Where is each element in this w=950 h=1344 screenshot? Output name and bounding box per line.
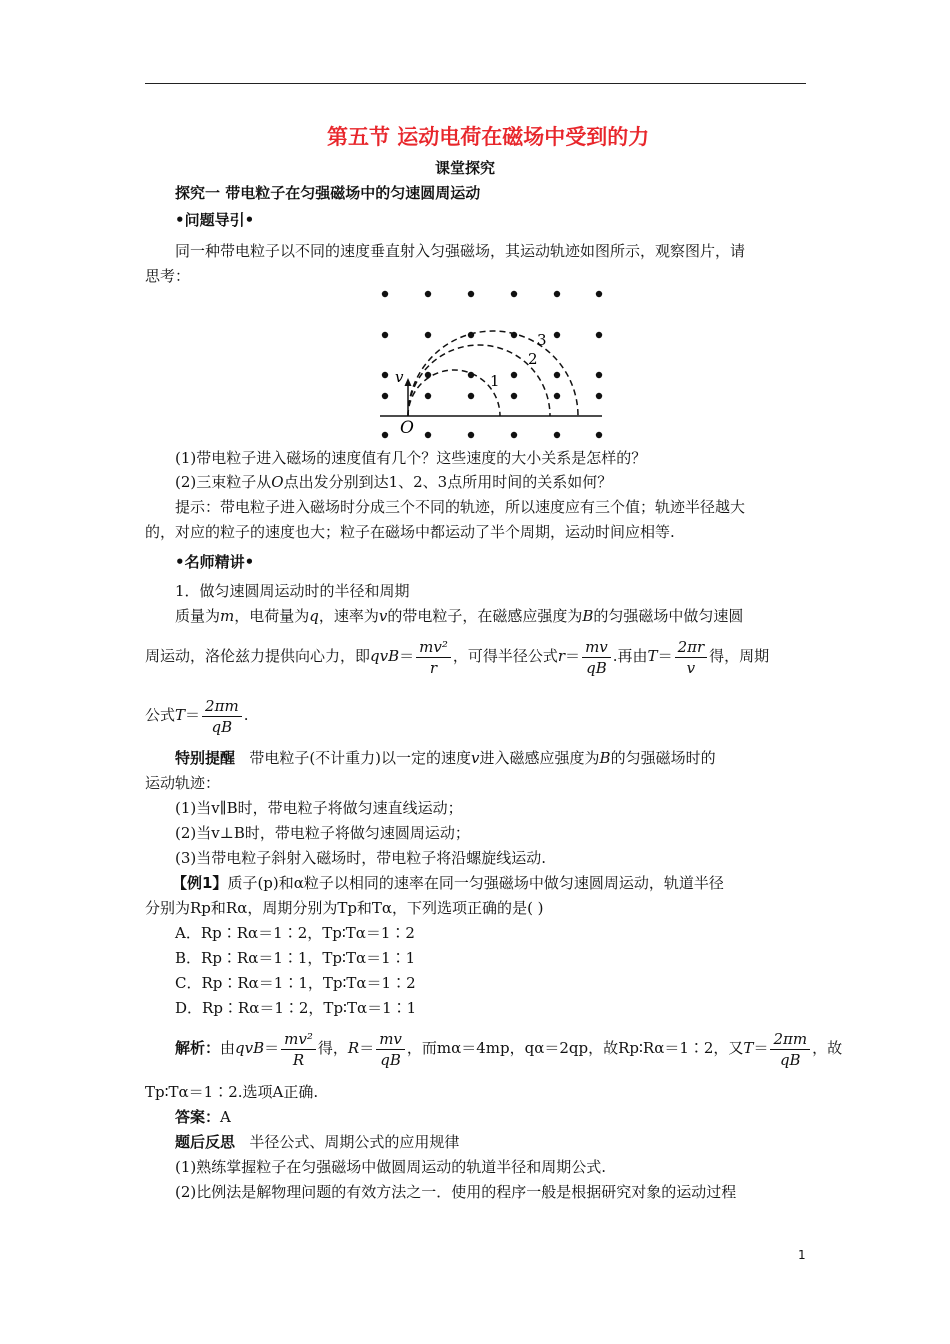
fraction-sol-mv-qb: $\frac{mv}{qB}$ xyxy=(376,1029,405,1070)
intro-line-1: 同一种带电粒子以不同的速度垂直射入匀强磁场，其运动轨迹如图所示，观察图片，请 xyxy=(175,242,746,260)
example-line-1: 【例1】质子(p)和α粒子以相同的速率在同一匀强磁场中做匀速圆周运动，轨道半径 xyxy=(172,874,724,892)
case-1: (1)当v∥B时，带电粒子将做匀速直线运动； xyxy=(175,799,463,817)
trajectory-1 xyxy=(408,370,500,416)
header-rule xyxy=(145,83,806,84)
fraction-2pir-v: $\frac{2\pi r}{v}$ xyxy=(675,637,708,678)
hint-line-2: 的，对应的粒子的速度也大；粒子在磁场中都运动了半个周期，运动时间应相等. xyxy=(145,523,675,541)
inquiry-heading: 探究一 带电粒子在匀强磁场中的匀速圆周运动 xyxy=(175,184,481,202)
para-line-2: 周运动，洛伦兹力提供向心力，即qvB＝ $\frac{\text{mv²}}{r}$ ，可得半径公式r＝ $\frac{mv}{qB}$ .再由T＝ $\frac{2\pi r}{v}$ 得，周期 xyxy=(145,637,770,677)
fraction-mv-qb: $\frac{mv}{qB}$ xyxy=(582,637,611,678)
option-b: B．Rp∶Rα＝1∶1，Tp∶Tα＝1∶1 xyxy=(175,949,416,967)
label-v: v xyxy=(395,368,404,386)
reflect-line: 题后反思 半径公式、周期公式的应用规律 xyxy=(175,1133,460,1151)
case-2: (2)当v⊥B时，带电粒子将做匀速圆周运动； xyxy=(175,824,470,842)
para-line-3: 公式T＝ $\frac{2\pi m}{qB}$ . xyxy=(145,696,249,736)
label-3: 3 xyxy=(537,331,547,349)
label-1: 1 xyxy=(490,372,500,390)
fraction-sol-2pim-qb: $\frac{2\pi m}{qB}$ xyxy=(770,1029,810,1070)
section-lecture: •名师精讲• xyxy=(175,553,255,571)
fraction-2pim-qb: $\frac{2\pi m}{qB}$ xyxy=(202,696,242,737)
fraction-mv2-r: $\frac{\text{mv²}}{r}$ xyxy=(416,637,451,678)
question-1: (1)带电粒子进入磁场的速度值有几个？这些速度的大小关系是怎样的？ xyxy=(175,449,647,467)
reflect-2: (2)比例法是解物理问题的有效方法之一．使用的程序一般是根据研究对象的运动过程 xyxy=(175,1183,737,1201)
page-number: 1 xyxy=(798,1248,806,1262)
para-line-1: 质量为m，电荷量为q，速率为v的带电粒子，在磁感应强度为B的匀强磁场中做匀速圆 xyxy=(175,607,744,625)
subtitle: 课堂探究 xyxy=(435,159,496,177)
note-line-2: 运动轨迹： xyxy=(145,774,221,792)
label-2: 2 xyxy=(528,350,538,368)
answer-line: 答案：A xyxy=(175,1108,231,1126)
option-c: C．Rp∶Rα＝1∶1，Tp∶Tα＝1∶2 xyxy=(175,974,416,992)
option-d: D．Rp∶Rα＝1∶2，Tp∶Tα＝1∶1 xyxy=(175,999,417,1017)
point-1: 1．做匀速圆周运动时的半径和周期 xyxy=(175,582,410,600)
question-2: (2)三束粒子从O点出发分别到达1、2、3点所用时间的关系如何？ xyxy=(175,473,613,491)
note-line-1: 特别提醒 带电粒子(不计重力)以一定的速度v进入磁感应强度为B的匀强磁场时的 xyxy=(175,749,716,767)
hint-line-1: 提示：带电粒子进入磁场时分成三个不同的轨迹，所以速度应有三个值；轨迹半径越大 xyxy=(175,498,746,516)
solution-line-2: Tp∶Tα＝1∶2.选项A正确. xyxy=(145,1083,319,1101)
option-a: A．Rp∶Rα＝1∶2，Tp∶Tα＝1∶2 xyxy=(175,924,415,942)
page-title: 第五节 运动电荷在磁场中受到的力 xyxy=(327,125,650,149)
intro-line-2: 思考： xyxy=(145,267,191,285)
fraction-mv2-R: $\frac{\text{mv²}}{R}$ xyxy=(281,1029,316,1070)
reflect-1: (1)熟练掌握粒子在匀强磁场中做圆周运动的轨道半径和周期公式. xyxy=(175,1158,607,1176)
case-3: (3)当带电粒子斜射入磁场时，带电粒子将沿螺旋线运动. xyxy=(175,849,547,867)
label-o: O xyxy=(400,418,414,438)
section-guide: •问题导引• xyxy=(175,211,255,229)
velocity-arrowhead xyxy=(405,378,412,386)
example-line-2: 分别为Rp和Rα，周期分别为Tp和Tα，下列选项正确的是( ) xyxy=(145,899,544,917)
trajectory-figure xyxy=(375,285,615,445)
solution-line-1: 解析：由qvB＝ $\frac{\text{mv²}}{R}$ 得，R＝ $\frac{mv}{qB}$ ，而mα＝4mp，qα＝2qp，故Rp∶Rα＝1∶2，又T＝ $\frac{2\pi m}{qB}$ ，故 xyxy=(175,1029,843,1069)
